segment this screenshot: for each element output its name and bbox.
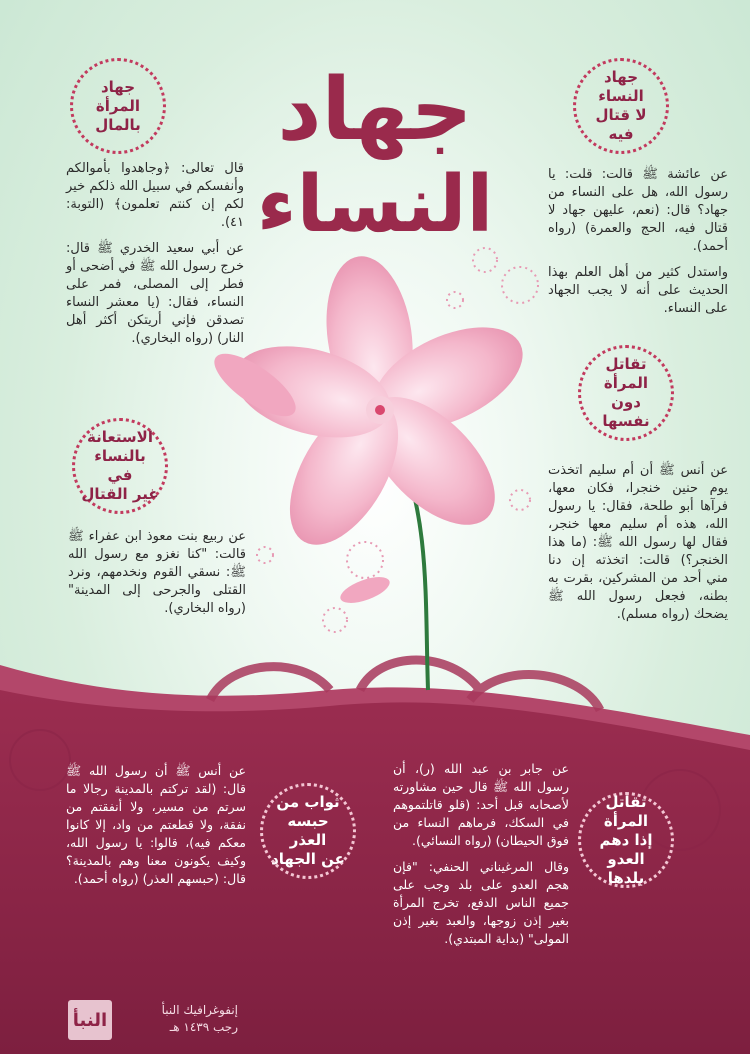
title-line-2: النساء: [256, 160, 494, 250]
text-woman-defends-herself: [548, 462, 728, 632]
paragraph: عن عائشة ﷺ قالت: قلت: يا رسول الله، هل على النساء من جهاد؟ قال: (نعم، عليهن جهاد لا قتال فيه، الحج والعمرة) (رواه أحمد).: [548, 167, 728, 254]
badge-woman-defends-herself: تقاتل المرأة دون نفسها: [578, 345, 674, 441]
text-jihad-with-wealth: [66, 160, 244, 356]
paragraph: واستدل كثير من أهل العلم بهذا الحديث على أنه لا يجب الجهاد على النساء.: [548, 265, 728, 316]
text-woman-fights-if-invaded: [393, 760, 569, 956]
footer-credit: [118, 1002, 238, 1036]
paragraph: عن ربيع بنت معوذ ابن عفراء ﷺ قالت: "كنا نغزو مع رسول الله ﷺ: نسقي القوم ونخدمهم، ونرد القتلى والجرحى إلى المدينة" (رواه البخاري).: [68, 529, 246, 616]
badge-women-jihad-no-fighting: جهاد النساء لا قتال فيه: [573, 58, 669, 154]
text-women-non-combat-aid: [68, 528, 246, 626]
publish-date: رجب ١٤٣٩ هـ: [169, 1020, 238, 1034]
publisher-logo: النبأ: [68, 1000, 112, 1040]
badge-jihad-with-wealth: جهاد المرأة بالمال: [70, 58, 166, 154]
paragraph: قال تعالى: ﴿وجاهدوا بأموالكم وأنفسكم في سبيل الله ذلكم خير لكم إن كنتم تعلمون﴾ (التوبة: ٤١).: [66, 161, 244, 230]
text-reward-excused: [66, 762, 246, 896]
badge-woman-fights-if-invaded: تقاتل المرأة إذا دهم العدو بلدها: [578, 792, 674, 888]
paragraph: عن جابر بن عبد الله (ر)، أن رسول الله ﷺ قال حين مشاورته لأصحابه قبل أحد: (قلو قاتلتموهم في السكك، فرماهم النساء من فوق الحيطان) (رواه النسائي).: [393, 761, 569, 848]
badge-women-non-combat-aid: الاستعانة بالنساء في غير القتال: [72, 418, 168, 514]
paragraph: عن أنس ﷺ أن رسول الله ﷺ قال: (لقد تركتم بالمدينة رجالا ما سرتم من مسير، ولا أنفقتم من نفقة، ولا قطعتم من واد، إلا كانوا معكم فيه)، قالوا: يا رسول الله، وكيف يكونون معنا وهم بالمدينة؟ قال: (حبسهم العذر) (رواه أحمد).: [66, 763, 246, 886]
publisher-name: إنفوغرافيك النبأ: [161, 1003, 238, 1017]
text-women-jihad-no-fighting: [548, 166, 728, 326]
paragraph: عن أبي سعيد الخدري ﷺ قال: خرج رسول الله ﷺ في أضحى أو فطر إلى المصلى، فمر على النساء، فقال: (يا معشر النساء تصدقن فإني أريتكن أكثر أهل النار) (رواه البخاري).: [66, 241, 244, 346]
title-line-1: جهاد: [277, 60, 473, 160]
paragraph: وقال المرغيناني الحنفي: "فإن هجم العدو على بلد وجب على جميع الناس الدفع، تخرج المرأة بغير إذن زوجها، والعبد بغير إذن المولى" (بداية المبتدي).: [393, 859, 569, 946]
paragraph: عن أنس ﷺ أن أم سليم اتخذت يوم حنين خنجرا، فكان معها، فرآها أبو طلحة، فقال: يا رسول الله، هذه أم سليم معها خنجر، فقال لها رسول الله ﷺ: (ما هذا الخنجر؟) قالت: اتخذته إن دنا مني أحد من المشركين، بقرت به بطنه، فجعل رسول الله ﷺ يضحك (رواه مسلم).: [548, 463, 728, 622]
badge-reward-excused: ثواب من حبسه العذر عن الجهاد: [260, 783, 356, 879]
